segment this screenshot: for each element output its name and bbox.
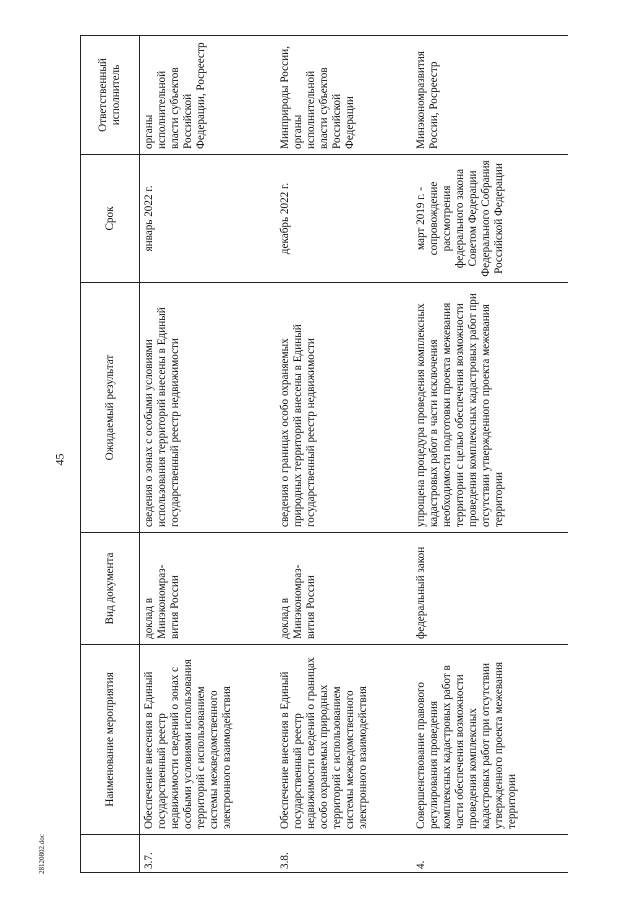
term: декабрь 2022 г. bbox=[276, 155, 412, 283]
measures-table-container bbox=[80, 36, 621, 873]
table-body bbox=[140, 36, 569, 873]
document-type: доклад в Минэкономраз-вития России bbox=[140, 533, 277, 645]
document-code: 28120802.doc bbox=[38, 834, 46, 874]
table-row bbox=[276, 36, 412, 873]
header-number bbox=[81, 835, 140, 873]
table-header bbox=[81, 36, 140, 873]
table-row bbox=[140, 36, 277, 873]
header-document-type: Вид документа bbox=[81, 533, 140, 645]
document-type: доклад в Минэкономраз-вития России bbox=[276, 533, 412, 645]
measures-table bbox=[80, 35, 568, 873]
term: март 2019 г. - сопровождение рассмотрения федерального закона Советом Федерации Федерального Собрания Российской Федерации bbox=[412, 155, 568, 283]
header-expected-result: Ожидаемый результат bbox=[81, 283, 140, 533]
measure-name: Обеспечение внесения в Единый государственный реестр недвижимости сведений о границах особо охраняемых природных территорий с использованием системы межведомственного электронного взаимодействия bbox=[276, 645, 412, 835]
term: январь 2022 г. bbox=[140, 155, 277, 283]
table-row bbox=[412, 36, 568, 873]
row-number: 3.8. bbox=[276, 835, 412, 873]
expected-result: упрощена процедура проведения комплексных кадастровых работ в части исключения необходимости подготовки проекта межевания территории с целью обеспечения возможности проведения комплексных кадастровых работ при отсутствии утвержденного проекта межевания территории bbox=[412, 283, 568, 533]
responsible: Минприроды России, органы исполнительной власти субъектов Российской Федерации bbox=[276, 36, 412, 155]
document-type: федеральный закон bbox=[412, 533, 568, 645]
header-responsible: Ответственный исполнитель bbox=[81, 36, 140, 155]
row-number: 4. bbox=[412, 835, 568, 873]
header-term: Срок bbox=[81, 155, 140, 283]
header-measure-name: Наименование мероприятия bbox=[81, 645, 140, 835]
expected-result: сведения о границах особо охраняемых природных территорий внесены в Единый государственный реестр недвижимости bbox=[276, 283, 412, 533]
expected-result: сведения о зонах с особыми условиями использования территорий внесены в Единый государственный реестр недвижимости bbox=[140, 283, 277, 533]
responsible: Минэкономразвития России, Росреестр bbox=[412, 36, 568, 155]
measure-name: Обеспечение внесения в Единый государственный реестр недвижимости сведений о зонах с особыми условиями использования территорий с использованием системы межведомственного электронного взаимодействия bbox=[140, 645, 277, 835]
responsible: органы исполнительной власти субъектов Российской Федерации, Росреестр bbox=[140, 36, 277, 155]
measure-name: Совершенствование правового регулирования проведения комплексных кадастровых работ в части обеспечения возможности проведения комплексных кадастровых работ при отсутствии утвержденного проекта межевания территории bbox=[412, 645, 568, 835]
row-number: 3.7. bbox=[140, 835, 277, 873]
page-number: 45 bbox=[52, 453, 67, 466]
